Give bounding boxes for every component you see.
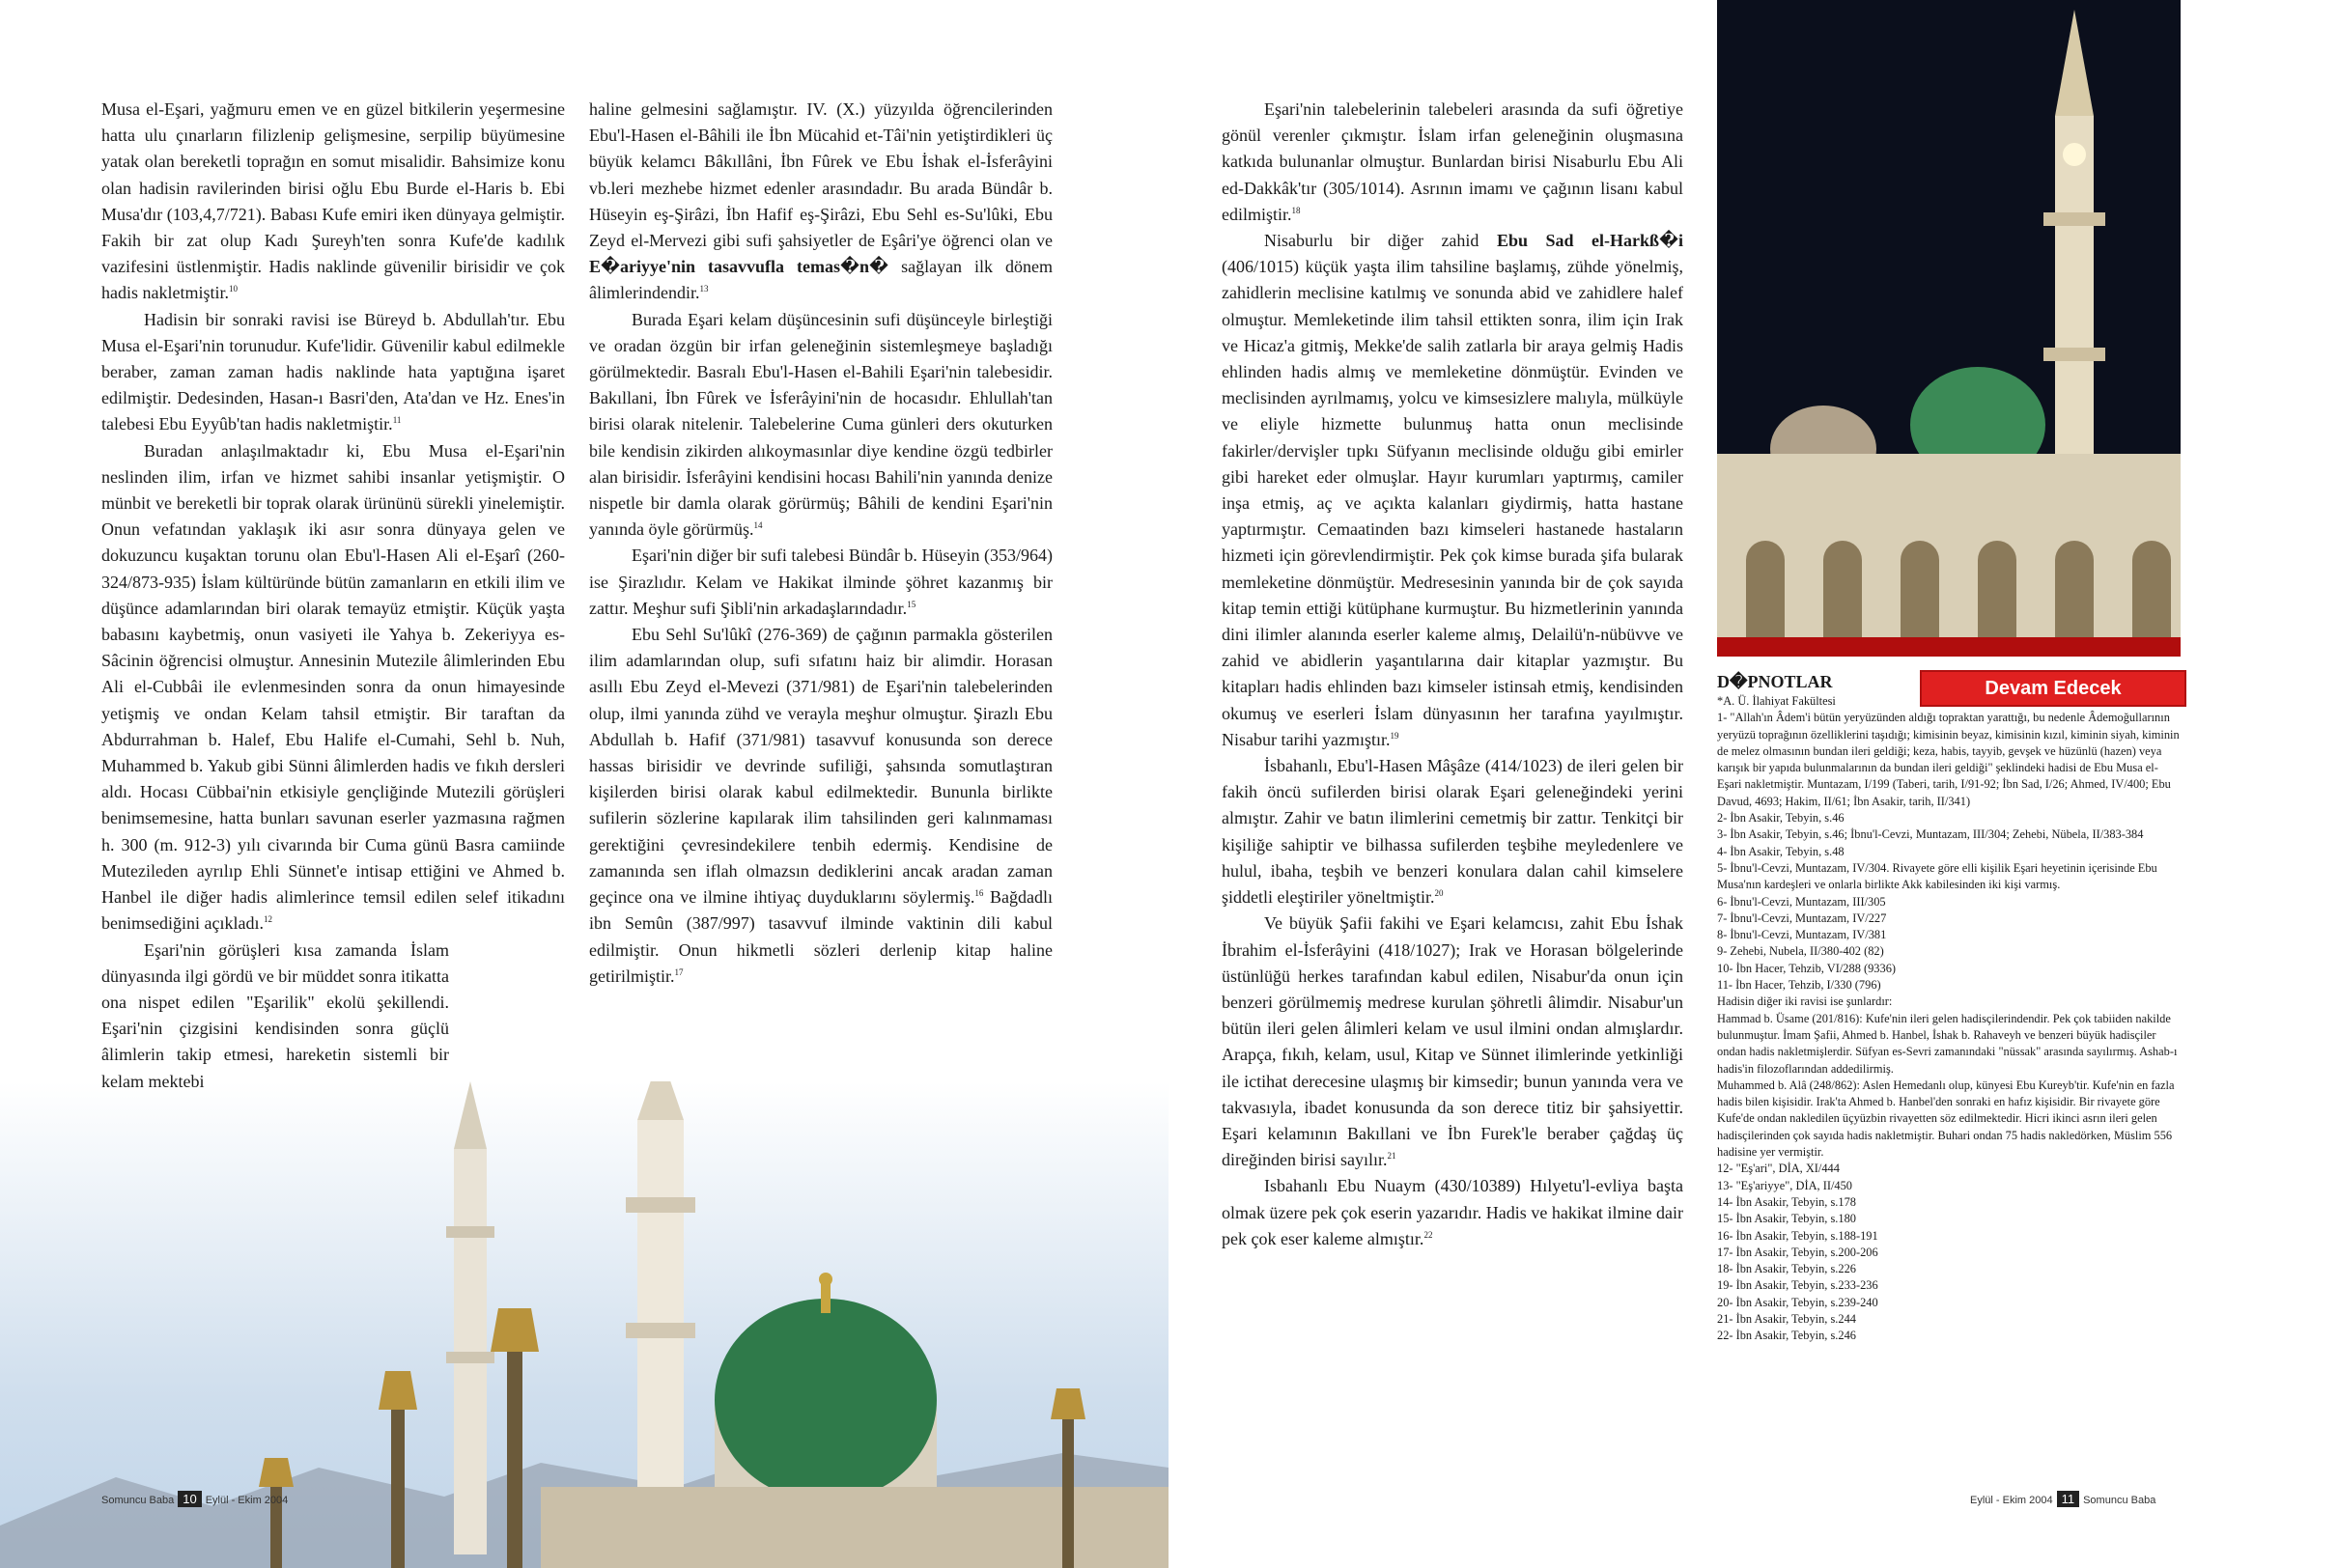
footnote: 3- İbn Asakir, Tebyin, s.46; İbnu'l-Cevzi, Muntazam, III/304; Zehebi, Nübela, II/383-384 xyxy=(1717,827,2144,842)
text-column-1 xyxy=(101,97,565,1095)
mosque-photo-right xyxy=(1717,0,2181,657)
paragraph: Musa el-Eşari, yağmuru emen ve en güzel bitkilerin yeşermesine hatta ulu çınarların filizlenip gelişmesine, serpilip büyümesine yatak olan bereketli toprağın en somut misalidir. Bahsimize konu olan hadisin ravilerinden birisi oğlu Ebu Burde el-Haris b. Ebi Musa'dır (103,4,7/721). Babası Kufe emiri iken dünyaya gelmiştir. Fakih bir zat olup Kadı Şureyh'ten sonra Kufe'de kadılık vazifesini üstlenmiştir. Hadis naklinde güvenilir birisidir ve çok hadis nakletmiştir.$^{10}$ xyxy=(101,99,565,303)
footnote: 14- İbn Asakir, Tebyin, s.178 xyxy=(1717,1194,1856,1209)
text-column-2 xyxy=(589,97,1053,990)
footnote: 8- İbnu'l-Cevzi, Muntazam, IV/381 xyxy=(1717,928,1887,942)
footnote: 13- "Eş'ariyye", DİA, II/450 xyxy=(1717,1178,1853,1192)
right-page xyxy=(1169,0,2338,1568)
footnotes-title: D�PNOTLAR xyxy=(1717,672,1833,691)
paragraph: Eşari'nin diğer bir sufi talebesi Bündâr b. Hüseyin (353/964) ise Şirazlıdır. Kelam ve Hakikat ilminde şöhret kazanmış bir zattır. Meşhur sufi Şibli'nin arkadaşlarındadır.$^{15}$ xyxy=(589,546,1053,618)
footnote: 19- İbn Asakir, Tebyin, s.233-236 xyxy=(1717,1278,1878,1293)
footnote: 2- İbn Asakir, Tebyin, s.46 xyxy=(1717,811,1845,826)
footnote: 22- İbn Asakir, Tebyin, s.246 xyxy=(1717,1329,1856,1343)
footnote: 15- İbn Asakir, Tebyin, s.180 xyxy=(1717,1212,1856,1226)
text-column-3 xyxy=(1222,97,1683,1252)
footnote: 12- "Eş'ari", DİA, XI/444 xyxy=(1717,1162,1840,1176)
footnote: 4- İbn Asakir, Tebyin, s.48 xyxy=(1717,844,1845,858)
paragraph: Ve büyük Şafii fakihi ve Eşari kelamcısı, zahit Ebu İshak İbrahim el-İsferâyini (418/1027); Irak ve Horasan bölgelerinde üstünlüğü herkes tarafından kabul edilen, Nisabur'da onun için benzeri görülmemiş medrese kurulan şöhretli âlimdir. Nisabur'un bütün ileri gelen âlimleri kelam ve usul ilmini ondan almışlardır. Arapça, fıkıh, kelam, usul, Kitap ve Sünnet ilimlerinde yetkinliği ile ictihat derecesine ulaşmış bir kimsedir; bunun yanında vera ve takvasıyla, ibadet konusunda da son derece titiz bir şahsiyettir. Eşari kelamının Bakıllani ve İbn Furek'le beraber çağdaş üç direğinden birisi sayılır.$^{21}$ xyxy=(1222,913,1683,1170)
footnote: 1- "Allah'ın Âdem'i bütün yeryüzünden aldığı topraktan yarattığı, bu nedenle Âdemoğullarının yeryüzü toprağının özelliklerini taşıdığı; kimisinin beyaz, kimisinin kızıl, kiminin siyah, kiminin de melez olmasının bundan ileri geldiği; keza, habis, tayyib, gevşek ve hüzünlü (hazen) veya karışık bir yapıda bulunmalarının da bundan ileri geldiği" şeklindeki hadisi de Ebu Musa el-Eşari nakletmiştir. Muntazam, I/199 (Taberi, tarih, I/91-92; İbn Sad, I/26; Ahmed, IV/400; Ebu Davud, 4693; Hakim, II/61; İbn Asakir, tarih, II/341) xyxy=(1717,711,2180,808)
footnote: 17- İbn Asakir, Tebyin, s.200-206 xyxy=(1717,1245,1878,1259)
footnote: 16- İbn Asakir, Tebyin, s.188-191 xyxy=(1717,1228,1878,1243)
continued-banner: Devam Edecek xyxy=(1920,670,2186,707)
footnote: Hammad b. Üsame (201/816): Kufe'nin ileri gelen hadisçilerindendir. Pek çok tabiiden nakilde bulunmuştur. İmam Şafii, Ahmed b. Hanbel, İshak b. Rahaveyh ve benzeri büyük hadisçiler ondan hadis nakletmişlerdir. Süfyan es-Sevri zamanındaki "nüssak" arasında sayılırmış. Ashab-ı hadis'in filozoflarından addedilirmiş. xyxy=(1717,1011,2178,1076)
footnote: 5- İbnu'l-Cevzi, Muntazam, IV/304. Rivayete göre elli kişilik Eşari heyetinin içerisinde Ebu Musa'nın kardeşleri ve onlarla birlikte Akk kabilesinden iki kişi varmış. xyxy=(1717,860,2157,892)
footnote: *A. Ü. İlahiyat Fakültesi xyxy=(1717,694,1836,708)
footnote: 11- İbn Hacer, Tehzib, I/330 (796) xyxy=(1717,978,1881,993)
footnote: 18- İbn Asakir, Tebyin, s.226 xyxy=(1717,1262,1856,1276)
folio-right: Eylül - Ekim 2004 11 Somuncu Baba xyxy=(1970,1492,2156,1506)
paragraph: Buradan anlaşılmaktadır ki, Ebu Musa el-Eşari'nin neslinden ilim, irfan ve hizmet sahibi insanlar yetişmiştir. O münbit ve bereketli bir toprak olarak ürününü sürekli yinelemiştir. Onun vefatından yaklaşık iki asır sonra dünyaya gelen ve dokuzuncu kuşaktan torunu olan Ebu'l-Hasen Ali el-Eşarî (260-324/873-935) İslam kültüründe bütün zamanların en etkili ilim ve düşünce adamlarından biri olarak temayüz etmiştir. Küçük yaşta babasını kaybetmiş, onun vasiyeti ile Yahya b. Zekeriyya es-Sâcinin öğrencisi olmuştur. Annesinin Mutezile âlimlerinden Ebu Ali el-Cubbâi ile evlenmesinden sonra da onun himayesinde yetişmiş ve ondan Kelam tahsil etmiştir. Bir taraftan da Abdurrahman b. Halef, Ebu Halife el-Cumahi, Sehl b. Nuh, Muhammed b. Yakub gibi Sünni âlimlerden hadis ve fıkıh dersleri aldı. Hocası Cübbai'nin etkisiyle gençliğinde Mutezili görüşleri benimsemesine, hatta bunları savunan eserler yazmasına rağmen h. 300 (m. 912-3) yılı civarında bir Cuma günü Basra camiinde Mutezileden ayrılıp Ehli Sünnet'e intisap ettiğini ve Ahmed b. Hanbel ile diğer hadis alimlerince temsil edilen selef itikadını benimsediğini açıkladı.$^{12}$ xyxy=(101,440,565,934)
footnote: 6- İbnu'l-Cevzi, Muntazam, III/305 xyxy=(1717,894,1886,909)
footnote: 9- Zehebi, Nubela, II/380-402 (82) xyxy=(1717,944,1884,959)
paragraph: Ebu Sehl Su'lûkî (276-369) de çağının parmakla gösterilen ilim adamlarından olup, sufi sıfatını haiz bir alimdir. Horasan asıllı Ebu Zeyd el-Mevezi (371/981) de Eşari'nin talebelerinden olup, ilmi yanında zühd ve verayla meşhur olmuştur. Şirazlı Ebu Abdullah b. Hafif (371/981) tasavvuf konusunda son derece hassas birisidir ve devrinde sufiliği, şahsında somutlaştıran kişilerden birisi olarak kabul edilmektedir. Bununla birlikte sufilerin sözlerine kapılarak ilim tahsilinden geri kalınmaması gerektiğini çevresindekilere tenbih edermiş. Kendisine de zamanında sen iflah olmazsın dediklerini ancak aradan zaman geçince ona ve ilmine ihtiyaç duyduklarını söylermiş.$^{16}$ Bağdadlı ibn Semûn (387/997) tasavvuf ilminde vaktinin dili kabul edilmiştir. Onun hikmetli sözleri derlenip kitap haline getirilmiştir.$^{17}$ xyxy=(589,625,1053,986)
footnote: Hadisin diğer iki ravisi ise şunlardır: xyxy=(1717,994,1893,1009)
paragraph: İsbahanlı, Ebu'l-Hasen Mâşâze (414/1023) de ileri gelen bir fakih öncü sufilerden birisi olarak Eşari geleneğindeki yerini almıştır. Zahir ve batın ilimlerini cemetmiş bir zattır. Tenkitçi bir kişiliğe sahiptir ve bilhassa sufilerden teşbihe meyledenlere ve hulul, ibaha, teşbih ve benzeri konulara dalan cahil kimselere şiddetli eleştiriler yöneltmiştir.$^{20}$ xyxy=(1222,756,1683,908)
footnote: 10- İbn Hacer, Tehzib, VI/288 (9336) xyxy=(1717,961,1897,975)
paragraph: Nisaburlu bir diğer zahid Ebu Sad el-Harkß�i (406/1015) küçük yaşta ilim tahsiline başlamış, zühde yönelmiş, zahidlerin meclisine katılmış ve sonunda abid ve zahidlere halef olmuştur. Memleketinde ilim tahsil ettikten sonra, ilim için Irak ve Hicaz'a gitmiş, Mekke'de salih zatlarla bir araya gelmiş Hadis ehlinden hadis almış ve memleketine dönmüştür. Evinden ve meclisinden ayrılmamış, yolcu ve kimsesizlere malıyla, mülküyle ve eliyle hizmette bulunmuş hatta onun meclisinde fakirler/dervişler tıpkı Süfyanın meclisinde olduğu gibi emirler gibi hareket eder olmuşlar. Hayır kurumları yaptırmış, camiler inşa etmiş, aç ve açıkta kalanları giydirmiş, hatta hastane yaptırmıştır. Cemaatinden bazı kimseleri hastanede hastaların hizmeti için görevlendirmiştir. Pek çok kimse burada şifa bularak memleketine dönmüştür. Medresesinin yanında bir de çok sayıda kitap temin ettiği kütüphane kurmuştur. Bu hizmetlerinin yanında dini ilimler alanında eserler kaleme almış, Delailü'n-nübüvve ve zahid ve abidlerin yaşantılarına dair kitaplar yazmıştır. Bu kitapları hadis ehlinden bazı kimseler istinsah etmiş, kendisinden okumuş ve eserleri İslam dünyasının her tarafına yayılmıştır. Nisabur tarihi yazmıştır.$^{19}$ xyxy=(1222,231,1684,749)
paragraph: Isbahanlı Ebu Nuaym (430/10389) Hılyetu'l-evliya başta olmak üzere pek çok eserin yazarıdır. Hadis ve hakikat ilmine dair pek çok eser kaleme almıştır.$^{22}$ xyxy=(1222,1176,1683,1248)
paragraph: haline gelmesini sağlamıştır. IV. (X.) yüzyılda öğrencilerinden Ebu'l-Hasen el-Bâhili ile İbn Mücahid et-Tâi'nin yetiştirdikleri üç büyük kelamcı Bâkıllâni, İbn Fûrek ve Ebu İshak el-İsferâyini vb.leri mezhebe hizmet edenler arasındadır. Bu arada Bündâr b. Hüseyin eş-Şirâzi, İbn Hafif eş-Şirâzi, Ebu Sehl es-Su'lûki, Ebu Zeyd el-Mervezi gibi sufi şahsiyetler de Eşâri'ye öğrenci olan ve E�ariyye'nin tasavvufla temas�n� sağlayan ilk dönem âlimlerindendir.$^{13}$ xyxy=(589,99,1054,303)
footnote: Muhammed b. Alâ (248/862): Aslen Hemedanlı olup, künyesi Ebu Kureyb'tir. Kufe'nin en fazla hadis bilen kişisidir. Irak'ta Ahmed b. Hanbel'den sonraki en hafız kişisidir. Bir rivayete göre Kufe'de ondan nakledilen üçyüzbin rivayetten söz edilmektedir. Hicri ikinci asrın ileri gelen hadisçilerinden çok sayıda hadis nakletmiştir. Buhari ondan 75 hadis nakledörken, Müslim 556 hadisine yer vermiştir. xyxy=(1717,1078,2175,1160)
paragraph: Hadisin bir sonraki ravisi ise Büreyd b. Abdullah'tır. Ebu Musa el-Eşari'nin torunudur. Kufe'lidir. Güvenilir kabul edilmekle beraber, zaman zaman hadis naklinde hata yaptığına işaret edilmiştir. Dedesinden, Hasan-ı Basri'den, Ata'dan ve Hz. Enes'in talebesi Ebu Eyyûb'tan hadis nakletmiştir.$^{11}$ xyxy=(101,309,565,434)
paragraph: Eşari'nin talebelerinin talebeleri arasında da sufi öğretiye gönül verenler çıkmıştır. İslam irfan geleneğinin oluşmasına katkıda bulunanlar olmuştur. Bunlardan birisi Nisaburlu Ebu Ali ed-Dakkâk'tır (305/1014). Asrının imamı ve çağının lisanı kabul edilmiştir.$^{18}$ xyxy=(1222,99,1683,224)
footnotes xyxy=(1717,670,2181,1481)
footnote: 20- İbn Asakir, Tebyin, s.239-240 xyxy=(1717,1295,1878,1309)
paragraph: Eşari'nin görüşleri kısa zamanda İslam dünyasında ilgi gördü ve bir müddet sonra itikatta ona nispet edilen "Eşarilik" ekolü şekillendi. Eşari'nin çizgisini kendisinden sonra güçlü âlimlerin takip etmesi, hareketin sistemli bir kelam mektebi xyxy=(101,939,449,1091)
folio-left: Somuncu Baba 10 Eylül - Ekim 2004 xyxy=(101,1492,289,1506)
arcade xyxy=(541,1487,1169,1568)
footnote: 7- İbnu'l-Cevzi, Muntazam, IV/227 xyxy=(1717,910,1887,925)
arcade-night xyxy=(1717,454,2181,657)
footnote: 21- İbn Asakir, Tebyin, s.244 xyxy=(1717,1311,1856,1326)
paragraph: Burada Eşari kelam düşüncesinin sufi düşünceyle birleştiği ve oradan özgün bir irfan geleneğinin sistemleşmeye başladığı görülmektedir. Basralı Ebu'l-Hasen el-Bahili Eşari'nin talebesidir. Bakıllani, İbn Fûrek ve İsferâyini'nin de hocasıdır. Ehlullah'tan birisi olarak nitelenir. Talebelerine Cuma günleri ders okuturken bile kendisin zikirden alıkoymasınlar diye kendine özgü tedbirler alan birisidir. İsferâyini kendisini hocası Bahili'nin yanında denize nispetle bir damla olarak görürmüş; Bâhili de kendini Eşari'nin yanında öyle görürmüş.$^{14}$ xyxy=(589,309,1053,540)
